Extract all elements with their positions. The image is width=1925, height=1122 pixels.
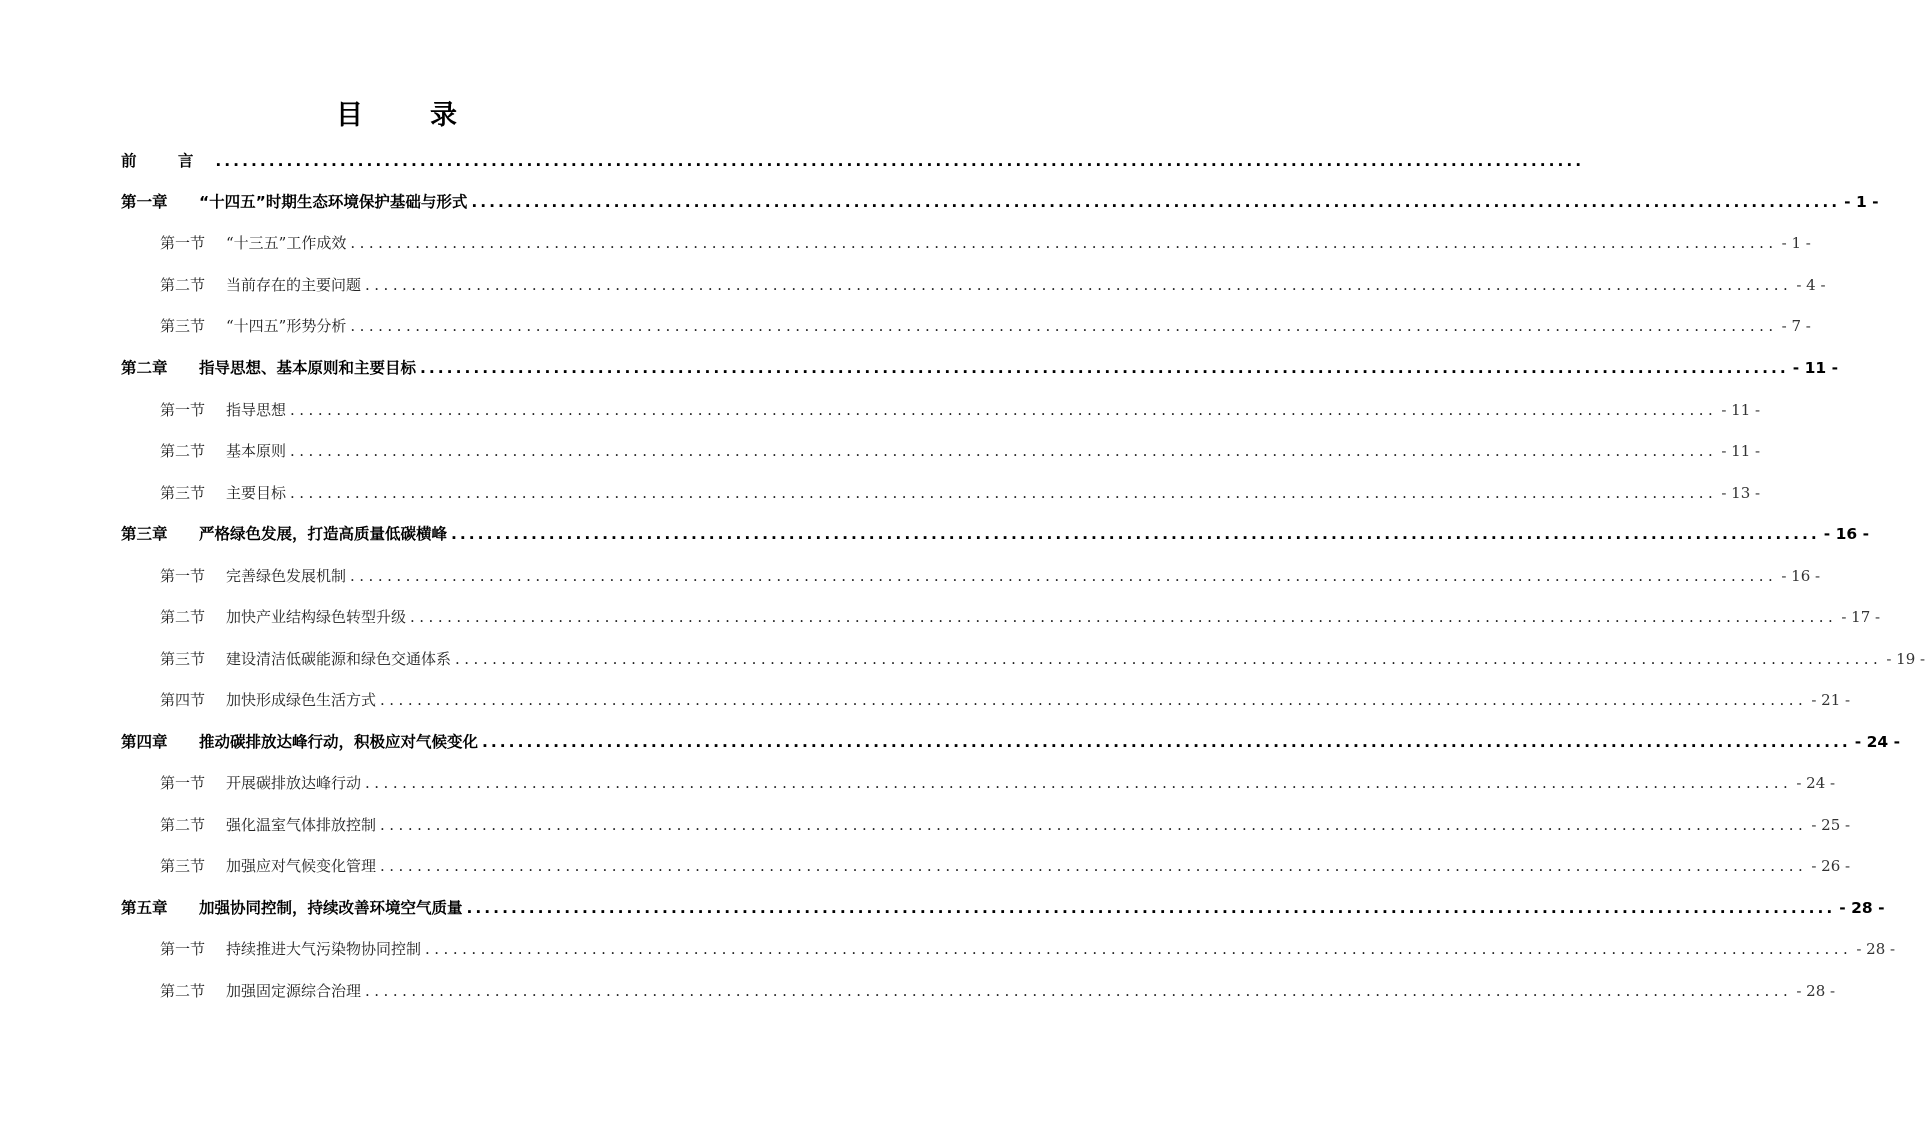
toc-entry-section[interactable] (160, 397, 1761, 423)
toc-entry-title: “十四五”时期生态环境保护基础与形式 (199, 193, 468, 211)
toc-entry-preface[interactable] (121, 148, 1585, 174)
toc-entry-chapter-3[interactable] (121, 521, 1870, 547)
toc-entry-page: - 1 - (1781, 234, 1811, 252)
toc-leader-dots: .......................................................................................................................................................... (365, 774, 1793, 792)
toc-leader-dots: .......................................................................................................................................................... (350, 317, 1778, 335)
toc-entry-number: 第三节 (160, 857, 206, 875)
toc-entry-page: - 28 - (1796, 982, 1836, 1000)
toc-entry-section[interactable] (160, 687, 1851, 713)
toc-entry-title: “十三五”工作成效 (226, 234, 347, 252)
toc-entry-section[interactable] (160, 313, 1811, 339)
toc-entry-section[interactable] (160, 230, 1811, 256)
toc-leader-dots: .......................................................................................................................................................... (455, 650, 1883, 668)
toc-leader-dots: .......................................................................................................................................................... (466, 899, 1836, 917)
toc-entry-number: 第二节 (160, 442, 206, 460)
toc-entry-section[interactable] (160, 563, 1821, 589)
toc-entry-page: - 1 - (1844, 193, 1879, 211)
toc-entry-number: 第二节 (160, 982, 206, 1000)
toc-entry-page: - 16 - (1823, 525, 1870, 543)
toc-leader-dots: .......................................................................................................................................................... (425, 940, 1853, 958)
toc-entry-number: 第一章 (121, 193, 168, 211)
toc-entry-number: 第四章 (121, 733, 168, 751)
toc-entry-title: “十四五”形势分析 (226, 317, 347, 335)
toc-entry-section[interactable] (160, 604, 1881, 630)
toc-entry-title: 前 言 (121, 152, 212, 170)
toc-entry-page: - 13 - (1721, 484, 1761, 502)
toc-leader-dots: .......................................................................................................................................................... (471, 193, 1841, 211)
toc-entry-number: 第三章 (121, 525, 168, 543)
toc-entry-title: 持续推进大气污染物协同控制 (226, 940, 422, 958)
toc-entry-title: 推动碳排放达峰行动，积极应对气候变化 (199, 733, 479, 751)
toc-entry-section[interactable] (160, 272, 1826, 298)
toc-entry-page: - 11 - (1721, 442, 1761, 460)
toc-entry-section[interactable] (160, 978, 1836, 1004)
toc-leader-dots: .......................................................................................................................................................... (380, 691, 1808, 709)
toc-entry-number: 第二节 (160, 608, 206, 626)
toc-entry-page: - 28 - (1839, 899, 1885, 917)
toc-entry-number: 第二节 (160, 276, 206, 294)
toc-entry-title: 基本原则 (226, 442, 287, 460)
toc-entry-chapter-2[interactable] (121, 355, 1839, 381)
toc-entry-title: 建设清洁低碳能源和绿色交通体系 (226, 650, 452, 668)
toc-entry-number: 第一节 (160, 567, 206, 585)
page-title: 目 录 (336, 100, 477, 131)
toc-entry-title: 强化温室气体排放控制 (226, 816, 377, 834)
toc-entry-page: - 24 - (1796, 774, 1836, 792)
toc-entry-title: 加强固定源综合治理 (226, 982, 362, 1000)
toc-entry-section[interactable] (160, 480, 1761, 506)
toc-entry-number: 第三节 (160, 317, 206, 335)
toc-leader-dots: .......................................................................................................................................................... (365, 276, 1793, 294)
toc-entry-number: 第五章 (121, 899, 168, 917)
toc-entry-section[interactable] (160, 812, 1851, 838)
toc-entry-page: - 21 - (1811, 691, 1851, 709)
toc-entry-title: 指导思想 (226, 401, 287, 419)
toc-leader-dots: .......................................................................................................................................................... (365, 982, 1793, 1000)
toc-leader-dots: .......................................................................................................................................................... (482, 733, 1851, 751)
toc-leader-dots: .......................................................................................................................................................... (350, 567, 1778, 585)
toc-entry-page: - 11 - (1721, 401, 1761, 419)
toc-entry-page: - 25 - (1811, 816, 1851, 834)
toc-entry-title: 加快产业结构绿色转型升级 (226, 608, 407, 626)
toc-entry-section[interactable] (160, 438, 1761, 464)
toc-entry-number: 第一节 (160, 234, 206, 252)
toc-entry-title: 加强协同控制，持续改善环境空气质量 (199, 899, 463, 917)
toc-leader-dots: .......................................................................................................................................................... (380, 857, 1808, 875)
toc-entry-chapter-5[interactable] (121, 895, 1885, 921)
toc-entry-number: 第一节 (160, 774, 206, 792)
toc-entry-page: - 17 - (1841, 608, 1881, 626)
toc-leader-dots: .......................................................................................................................................................... (290, 401, 1718, 419)
toc-entry-page: - 24 - (1854, 733, 1901, 751)
toc-entry-title: 主要目标 (226, 484, 287, 502)
toc-entry-title: 当前存在的主要问题 (226, 276, 362, 294)
toc-entry-section[interactable] (160, 646, 1925, 672)
toc-leader-dots: .......................................................................................................................................................... (290, 484, 1718, 502)
toc-entry-chapter-4[interactable] (121, 729, 1901, 755)
toc-leader-dots: .......................................................................................................................................................... (410, 608, 1838, 626)
toc-entry-number: 第三节 (160, 484, 206, 502)
toc-entry-title: 开展碳排放达峰行动 (226, 774, 362, 792)
toc-entry-section[interactable] (160, 770, 1836, 796)
toc-entry-section[interactable] (160, 853, 1851, 879)
toc-entry-number: 第三节 (160, 650, 206, 668)
toc-leader-dots: .......................................................................................................................................................... (215, 152, 1585, 170)
toc-leader-dots: .......................................................................................................................................................... (380, 816, 1808, 834)
toc-entry-section[interactable] (160, 936, 1896, 962)
toc-entry-title: 完善绿色发展机制 (226, 567, 347, 585)
toc-leader-dots: .......................................................................................................................................................... (290, 442, 1718, 460)
toc-entry-page: - 28 - (1856, 940, 1896, 958)
toc-entry-page: - 7 - (1781, 317, 1811, 335)
toc-entry-page: - 26 - (1811, 857, 1851, 875)
toc-entry-page: - 4 - (1796, 276, 1826, 294)
toc-entry-title: 严格绿色发展，打造高质量低碳横峰 (199, 525, 448, 543)
toc-entry-number: 第二章 (121, 359, 168, 377)
toc-entry-page: - 11 - (1792, 359, 1839, 377)
toc-entry-number: 第四节 (160, 691, 206, 709)
toc-leader-dots: .......................................................................................................................................................... (451, 525, 1820, 543)
toc-entry-page: - 19 - (1886, 650, 1925, 668)
toc-entry-title: 加快形成绿色生活方式 (226, 691, 377, 709)
toc-entry-title: 加强应对气候变化管理 (226, 857, 377, 875)
toc-leader-dots: .......................................................................................................................................................... (420, 359, 1789, 377)
toc-entry-number: 第一节 (160, 401, 206, 419)
toc-entry-chapter-1[interactable] (121, 189, 1879, 215)
toc-entry-page: - 16 - (1781, 567, 1821, 585)
toc-entry-title: 指导思想、基本原则和主要目标 (199, 359, 417, 377)
toc-leader-dots: .......................................................................................................................................................... (350, 234, 1778, 252)
toc-entry-number: 第一节 (160, 940, 206, 958)
toc-entry-number: 第二节 (160, 816, 206, 834)
